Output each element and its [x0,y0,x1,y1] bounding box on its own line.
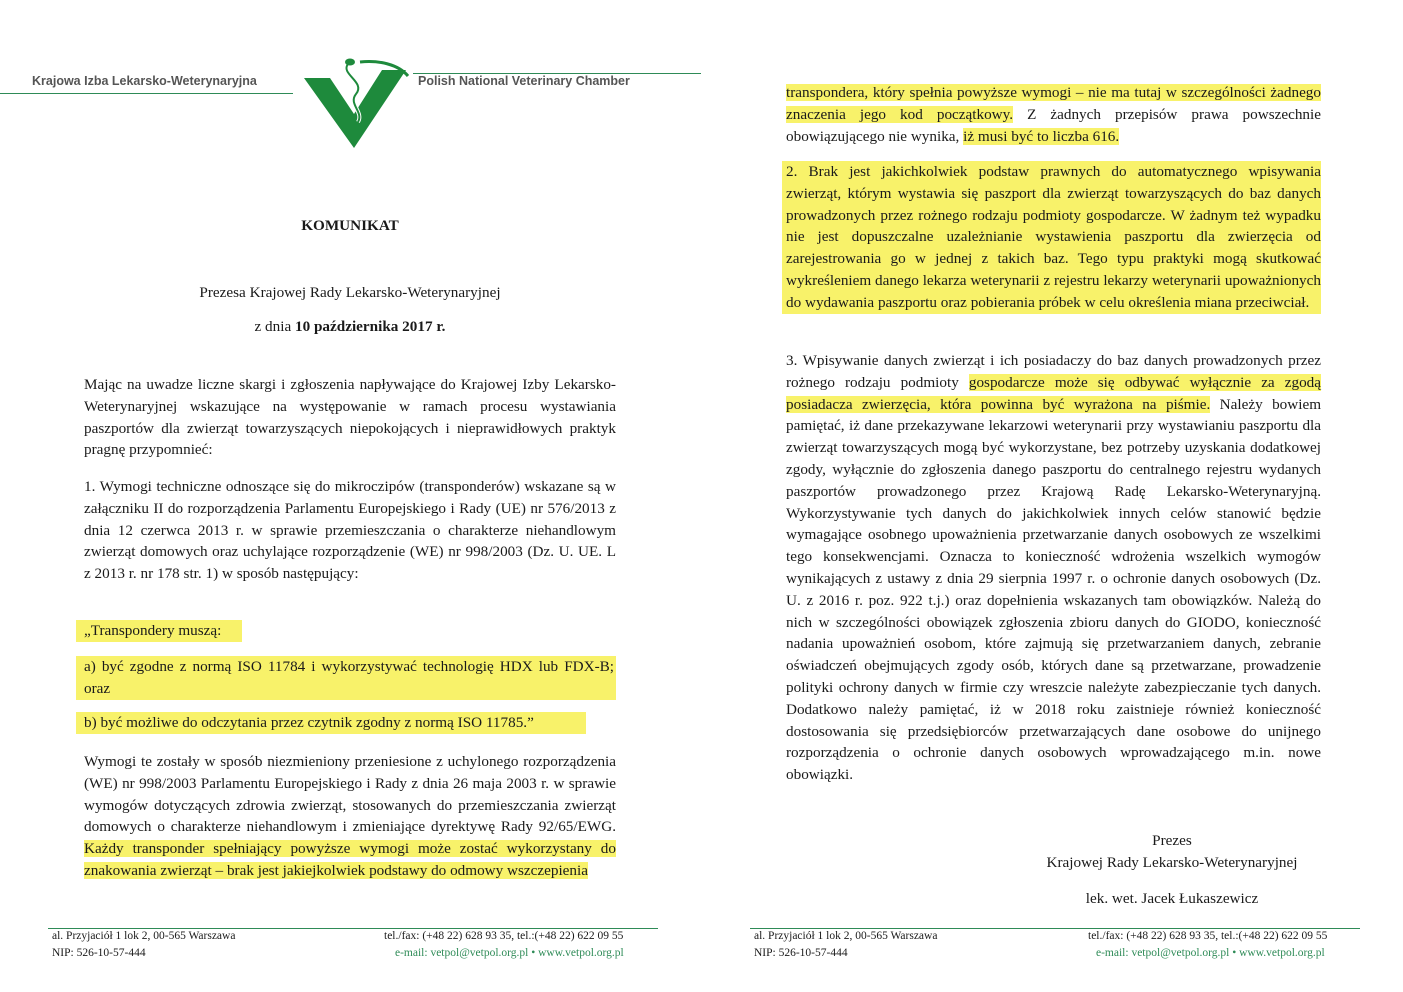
footer-contact: e-mail: vetpol@vetpol.org.pl • www.vetpol.org.pl [1096,947,1325,959]
footer-phone: tel./fax: (+48 22) 628 93 35, tel.:(+48 22) 622 09 55 [1088,930,1328,942]
page-left [0,0,701,992]
chamber-name-pl: Krajowa Izba Lekarsko-Weterynaryjna [32,74,257,88]
signature-name: lek. wet. Jacek Łukaszewicz [1085,890,1259,907]
highlight-616: iż musi być to liczba 616. [963,127,1120,145]
doc-title: KOMUNIKAT [301,217,399,234]
quote-intro: „Transpondery muszą: [76,620,242,642]
footer-nip: NIP: 526-10-57-444 [52,947,146,959]
intro-paragraph: Mając na uwadze liczne skargi i zgłoszenia napływające do Krajowej Izby Lekarsko-Weterynaryjnej wskazujące na występowanie w ramach procesu wystawiania paszportów dla zwierząt towarzyszących niepokojących i nieprawidłowych praktyk pragnę przypomnieć: [84,376,616,459]
signature-organization: Krajowej Rady Lekarsko-Weterynaryjnej [1046,854,1298,871]
footer-rule [750,928,1360,929]
paragraph-after-quote: Wymogi te zostały w sposób niezmieniony przeniesione z uchylonego rozporządzenia (WE) nr 998/2003 Parlamentu Europejskiego i Rady z dnia 26 maja 2003 r. w sprawie wymogów dotyczących zdrowia zwierząt, stosowanych do przemieszczania zwierząt domowych o charakterze niehandlowym i zmieniające dyrektywę Rady 92/65/EWG. Każdy transponder spełniający powyższe wymogi może zostać wykorzystany do znakowania zwierząt – brak jest jakiejkolwiek podstawy do odmowy wszczepienia [84,753,616,879]
chamber-logo [300,56,410,150]
footer-contact: e-mail: vetpol@vetpol.org.pl • www.vetpol.org.pl [395,947,624,959]
chamber-name-en: Polish National Veterinary Chamber [418,74,630,88]
footer-address: al. Przyjaciół 1 lok 2, 00-565 Warszawa [754,930,938,942]
point-1-paragraph: 1. Wymogi techniczne odnoszące się do mikroczipów (transponderów) wskazane są w załączniku II do rozporządzenia Parlamentu Europejskiego i Rady (UE) nr 576/2013 z dnia 12 czerwca 2013 r. w sprawie przemieszczania o charakterze niehandlowym zwierząt domowych oraz uchylające rozporządzenie (WE) nr 998/2003 (Dz. U. UE. L z 2013 r. nr 178 str. 1) w sposób następujący: [84,478,616,583]
footer-rule [48,928,658,929]
header-rule-right [413,73,701,74]
header-rule-left [0,93,293,94]
quote-item-b: b) być możliwe do odczytania przez czytnik zgodny z normą ISO 11785.” [76,712,586,734]
footer-nip: NIP: 526-10-57-444 [754,947,848,959]
continuation-paragraph: transpondera, który spełnia powyższe wymogi – nie ma tutaj w szczególności żadnego znaczenia jego kod początkowy. Z żadnych przepisów prawa powszechnie obowiązującego nie wynika, iż musi być to liczba 616. [786,84,1321,145]
point-2-paragraph: 2. Brak jest jakichkolwiek podstaw prawnych do automatycznego wpisywania zwierząt, którym wystawia się paszport dla zwierząt towarzyszących do baz danych prowadzonych przez rożnego rodzaju podmioty gospodarcze. W żadnym też wypadku nie jest dopuszczalne uzależnianie wystawienia paszportu dla zwierzęcia od zarejestrowania go w jednej z takich baz. Tego typu praktyki mogą skutkować wykreśleniem danego lekarza weterynarii z rejestru lekarzy weterynarii upoważnionych do wydawania paszportu oraz pobierania próbek w celu określenia miana przeciwciał. [782,161,1321,314]
quote-item-a: a) być zgodne z normą ISO 11784 i wykorzystywać technologię HDX lub FDX-B; oraz [76,656,616,700]
doc-subtitle: Prezesa Krajowej Rady Lekarsko-Weterynaryjnej [199,284,501,301]
highlight-consent: gospodarcze może się odbywać wyłącznie za zgodą posiadacza zwierzęcia, która powinna być wyrażona na piśmie. [786,373,1321,413]
signature-title: Prezes [1152,832,1192,849]
page-right [702,0,1403,992]
logo-snake-head [345,59,355,66]
point-3-paragraph: 3. Wpisywanie danych zwierząt i ich posiadaczy do baz danych prowadzonych przez rożnego rodzaju podmioty gospodarcze może się odbywać wyłącznie za zgodą posiadacza zwierzęcia, która powinna być wyrażona na piśmie. Należy bowiem pamiętać, iż dane przekazywane lekarzowi weterynarii przy wystawianiu paszportu dla zwierząt towarzyszących mogą być wykorzystane, bez potrzeby uzyskania dodatkowej zgody, wyłącznie do zgłoszenia danego paszportu do centralnego rejestru wydanych paszportów prowadzonego przez Krajową Radę Lekarsko-Weterynaryjną. Wykorzystywanie tych danych do jakichkolwiek innych celów stanowić będzie wymagające osobnego upoważnienia przetwarzanie danych osobowych ze wszelkimi tego konsekwencjami. Oznacza to konieczność wdrożenia wszelkich wymogów wynikających z ustawy z dnia 29 sierpnia 1997 r. o ochronie danych osobowych (Dz. U. z 2016 r. poz. 922 t.j.) oraz dopełnienia wskazanych tam obowiązków. Należą do nich w szczególności obowiązek zgłoszenia zbioru danych do GIODO, konieczność nadania upoważnień osobom, które zajmują się przetwarzaniem danych, zebranie oświadczeń obejmujących zgody osób, których dane są przetwarzane, prowadzenie polityki ochrony danych w firmie czy wreszcie należyte zabezpieczanie tych danych. Dodatkowo należy pamiętać, iż w 2018 roku zaistnieje również konieczność dostosowania się przedsiębiorców przetwarzających dane osobowe do unijnego rozporządzenia o ochronie danych osobowych wprowadzającego m.in. nowe obowiązki. [786,352,1322,784]
footer-address: al. Przyjaciół 1 lok 2, 00-565 Warszawa [52,930,236,942]
footer-phone: tel./fax: (+48 22) 628 93 35, tel.:(+48 22) 622 09 55 [384,930,624,942]
highlight-code: transpondera, który spełnia powyższe wymogi – nie ma tutaj w szczególności żadnego znaczenia jego kod początkowy. [786,84,1321,123]
highlight-transponder: Każdy transponder spełniający powyższe wymogi może zostać wykorzystany do znakowania zwierząt – brak jest jakiejkolwiek podstawy do odmowy wszczepienia [84,840,616,879]
doc-date: z dnia 10 października 2017 r. [254,318,446,335]
